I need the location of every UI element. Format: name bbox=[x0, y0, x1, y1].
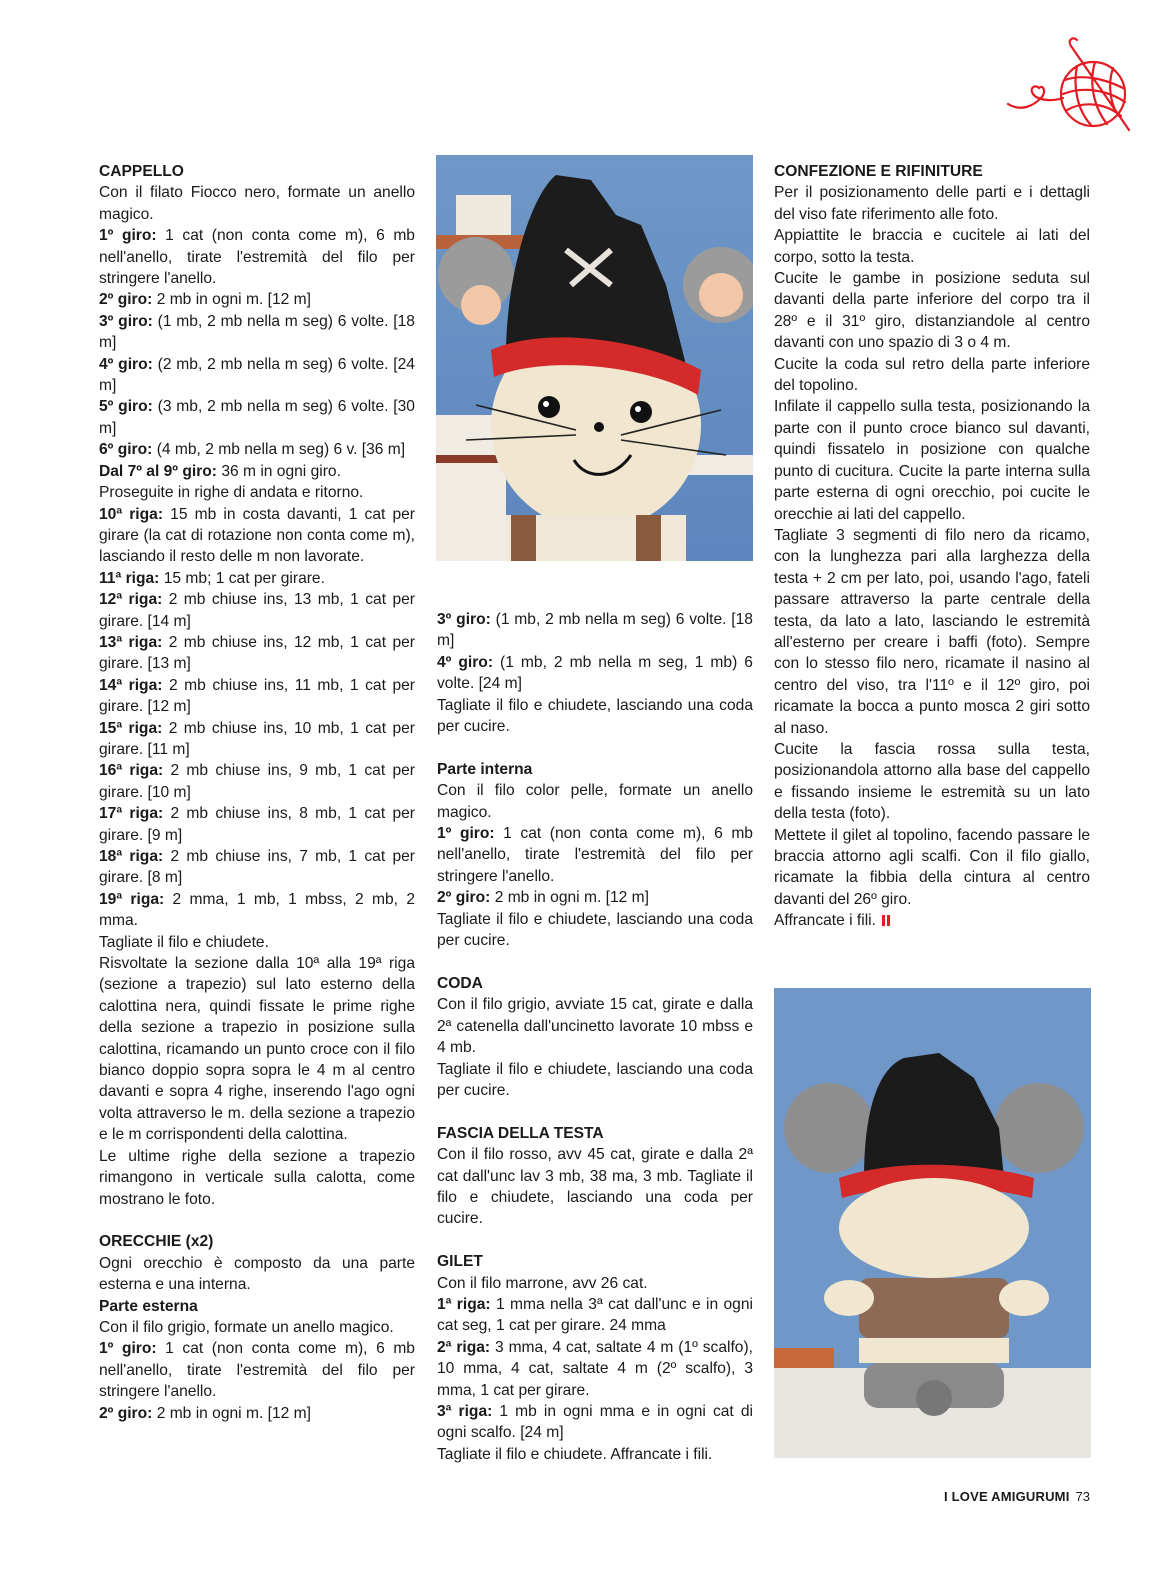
section-heading: ORECCHIE (x2) bbox=[99, 1233, 214, 1251]
round-label: 1º giro: bbox=[99, 1340, 157, 1358]
round-label: 17ª riga: bbox=[99, 805, 164, 823]
instruction-text: Con il filato Fiocco nero, formate un anello magico. bbox=[99, 184, 415, 223]
instruction-text: Risvoltate la sezione dalla 10ª alla 19ª riga (sezione a trapezio) sul lato esterno della calottina nera, quindi fissate le prime righe della sezione a trapezio in posizione sulla calottina, ricamando un punto croce con il filo bianco doppio sopra sopra le 4 m al centro davanti e sopra 4 righe, inserendo l'ago ogni volta attraverso le m. della sezione a trapezio e le m corrispondenti della calottina. bbox=[99, 955, 415, 1144]
paragraph-gap bbox=[437, 1101, 753, 1122]
instruction-paragraph bbox=[99, 182, 415, 225]
instruction-text: 1 cat (non conta come m), 6 mb nell'anello, tirate l'estremità del filo per stringere l'anello. bbox=[99, 227, 415, 288]
instruction-text: 1 cat (non conta come m), 6 mb nell'anello, tirate l'estremità del filo per stringere l'anello. bbox=[99, 1340, 415, 1401]
instruction-text: 2 mb chiuse ins, 13 mb, 1 cat per girare. [14 m] bbox=[99, 591, 415, 630]
round-label: 16ª riga: bbox=[99, 762, 164, 780]
instruction-paragraph bbox=[774, 910, 1090, 931]
instruction-text: Con il filo marrone, avv 26 cat. bbox=[437, 1274, 648, 1292]
instruction-text: Proseguite in righe di andata e ritorno. bbox=[99, 484, 364, 502]
instruction-paragraph bbox=[437, 652, 753, 695]
paragraph-gap bbox=[437, 1230, 753, 1251]
instruction-paragraph bbox=[99, 846, 415, 889]
paragraph-gap bbox=[99, 1210, 415, 1231]
instruction-text: Mettete il gilet al topolino, facendo passare le braccia attorno agli scalfi. Con il filo giallo, ricamate la fibbia della cintura al centro davanti del 26º giro. bbox=[774, 826, 1090, 908]
instruction-paragraph bbox=[437, 695, 753, 738]
instruction-paragraph bbox=[99, 311, 415, 354]
end-of-article-icon bbox=[882, 915, 891, 926]
instruction-text: Le ultime righe della sezione a trapezio rimangono in verticale sulla calotta, come mostrano le foto. bbox=[99, 1147, 415, 1208]
instruction-paragraph bbox=[99, 439, 415, 460]
instruction-paragraph bbox=[774, 825, 1090, 911]
instruction-text: 36 m in ogni giro. bbox=[216, 462, 341, 480]
amigurumi-mouse-back-photo bbox=[774, 988, 1091, 1458]
round-label: 4º giro: bbox=[99, 355, 153, 373]
round-label: 15ª riga: bbox=[99, 719, 163, 737]
round-label: 6º giro: bbox=[99, 441, 153, 459]
instruction-paragraph bbox=[437, 909, 753, 952]
instruction-text: Cucite la coda sul retro della parte inferiore del topolino. bbox=[774, 355, 1090, 395]
section-heading: GILET bbox=[437, 1253, 483, 1271]
instruction-paragraph bbox=[99, 225, 415, 289]
amigurumi-mouse-front-photo bbox=[436, 155, 753, 561]
instruction-text: 1 mma nella 3ª cat dall'unc e in ogni cat seg, 1 cat per girare. 24 mma bbox=[437, 1295, 753, 1335]
instruction-text: Con il filo rosso, avv 45 cat, girate e dalla 2ª cat dall'unc lav 3 mb, 38 ma, 3 mb. Tagliate il filo e chiudete, lasciando una coda per cucire. bbox=[437, 1146, 753, 1228]
instruction-text: Tagliate 3 segmenti di filo nero da ricamo, con la lunghezza pari alla larghezza della testa + 2 cm per lato, poi, usando l'ago, fateli passare attraverso la parte centrale della testa, da lato a lato, lasciando le estremità all'esterno per creare i baffi (foto). Sempre con lo stesso filo nero, ricamate il nasino al centro del viso, tra l'11º e il 12º giro, poi ricamate la bocca a punto mosca 2 giri sotto al naso. bbox=[774, 526, 1090, 737]
paragraph-gap bbox=[437, 951, 753, 972]
instruction-text: Con il filo grigio, avviate 15 cat, girate e dalla 2ª catenella dall'uncinetto lavorate 10 mbss e 4 mb. bbox=[437, 996, 753, 1057]
instruction-text: Tagliate il filo e chiudete. bbox=[99, 933, 269, 951]
round-label: 3º giro: bbox=[437, 611, 491, 628]
instruction-text: 2 mb chiuse ins, 11 mb, 1 cat per girare. [12 m] bbox=[99, 676, 415, 716]
instruction-text: (1 mb, 2 mb nella m seg) 6 volte. [18 m] bbox=[437, 611, 753, 650]
round-label: 5º giro: bbox=[99, 398, 153, 416]
instruction-text: 2 mma, 1 mb, 1 mbss, 2 mb, 2 mma. bbox=[99, 890, 415, 930]
instruction-text: Ogni orecchio è composto da una parte esterna e una interna. bbox=[99, 1254, 415, 1294]
instruction-paragraph bbox=[99, 932, 415, 953]
instruction-paragraph bbox=[437, 1444, 753, 1465]
instruction-paragraph bbox=[99, 354, 415, 397]
magazine-brand: I LOVE AMIGURUMI bbox=[944, 1489, 1070, 1504]
instruction-paragraph bbox=[99, 289, 415, 310]
instruction-paragraph bbox=[99, 589, 415, 632]
instruction-paragraph bbox=[437, 609, 753, 652]
round-label: 1º giro: bbox=[437, 825, 495, 843]
instruction-paragraph bbox=[437, 1294, 753, 1337]
round-label: 19ª riga: bbox=[99, 890, 165, 908]
instruction-paragraph bbox=[99, 396, 415, 439]
instruction-text: Tagliate il filo e chiudete, lasciando una coda per cucire. bbox=[437, 910, 753, 950]
instruction-paragraph bbox=[774, 396, 1090, 524]
instruction-paragraph bbox=[774, 739, 1090, 825]
paragraph-gap bbox=[437, 737, 753, 758]
instruction-text: 1 mb in ogni mma e in ogni cat di ogni scalfo. [24 m] bbox=[437, 1402, 753, 1442]
instruction-paragraph bbox=[99, 461, 415, 482]
instruction-text: Cucite la fascia rossa sulla testa, posizionandola attorno alla base del cappello e fissando insieme le estremità su un lato della testa (foto). bbox=[774, 740, 1090, 823]
instruction-text: 2 mb chiuse ins, 9 mb, 1 cat per girare. [10 m] bbox=[99, 762, 415, 801]
round-label: 2ª riga: bbox=[437, 1338, 491, 1356]
instruction-text: 15 mb in costa davanti, 1 cat per girare (la cat di rotazione non conta come m), lasciando il resto delle m non lavorate. bbox=[99, 505, 415, 566]
instruction-paragraph bbox=[437, 1059, 753, 1102]
instruction-text: Per il posizionamento delle parti e i dettagli del viso fate riferimento alle foto. bbox=[774, 184, 1090, 223]
round-label: 12ª riga: bbox=[99, 591, 163, 609]
instruction-text: Cucite le gambe in posizione seduta sul davanti della parte inferiore del corpo tra il 28º e il 31º giro, distanziandole al centro davanti con uno spazio di 3 o 4 m. bbox=[774, 270, 1090, 352]
section-heading: Parte esterna bbox=[99, 1297, 198, 1315]
instruction-paragraph bbox=[99, 1253, 415, 1296]
round-label: 18ª riga: bbox=[99, 848, 164, 865]
instruction-paragraph bbox=[99, 504, 415, 568]
page-footer bbox=[944, 1489, 1090, 1504]
instruction-paragraph bbox=[437, 1144, 753, 1230]
instruction-paragraph bbox=[774, 225, 1090, 268]
instruction-paragraph bbox=[99, 1403, 415, 1424]
instruction-text: 2 mb chiuse ins, 8 mb, 1 cat per girare. [9 m] bbox=[99, 805, 415, 844]
round-label: 3º giro: bbox=[99, 312, 153, 330]
instruction-text: Tagliate il filo e chiudete, lasciando una coda per cucire. bbox=[437, 696, 753, 736]
instruction-paragraph bbox=[437, 1273, 753, 1294]
instruction-paragraph bbox=[437, 1401, 753, 1444]
instruction-text: (2 mb, 2 mb nella m seg) 6 volte. [24 m] bbox=[99, 355, 415, 395]
text-column-2 bbox=[437, 609, 753, 1465]
instruction-paragraph bbox=[99, 675, 415, 718]
instruction-paragraph bbox=[99, 482, 415, 503]
round-label: 2º giro: bbox=[99, 1404, 153, 1422]
instruction-paragraph bbox=[99, 803, 415, 846]
instruction-paragraph bbox=[437, 887, 753, 908]
instruction-text: 2 mb chiuse ins, 10 mb, 1 cat per girare. [11 m] bbox=[99, 719, 415, 758]
instruction-paragraph bbox=[774, 525, 1090, 739]
instruction-text: 2 mb in ogni m. [12 m] bbox=[152, 1404, 311, 1422]
round-label: 2º giro: bbox=[437, 889, 491, 907]
round-label: 13ª riga: bbox=[99, 633, 163, 651]
round-label: 4º giro: bbox=[437, 653, 494, 671]
round-label: 14ª riga: bbox=[99, 676, 163, 694]
instruction-text: (3 mb, 2 mb nella m seg) 6 volte. [30 m] bbox=[99, 398, 415, 437]
instruction-text: (1 mb, 2 mb nella m seg) 6 volte. [18 m] bbox=[99, 312, 415, 352]
instruction-text: Con il filo color pelle, formate un anello magico. bbox=[437, 782, 753, 821]
instruction-paragraph bbox=[99, 953, 415, 1146]
section-heading: FASCIA DELLA TESTA bbox=[437, 1124, 604, 1142]
instruction-text: Infilate il cappello sulla testa, posizionando la parte con il punto croce bianco sul davanti, quindi fissatelo in posizione con qualche punto di cucitura. Cucite la parte interna sulla parte esterna di ogni orecchio, poi cucite le orecchie ai lati del cappello. bbox=[774, 398, 1090, 523]
instruction-text: 2 mb chiuse ins, 12 mb, 1 cat per girare. [13 m] bbox=[99, 633, 415, 673]
round-label: 1º giro: bbox=[99, 227, 157, 245]
instruction-paragraph bbox=[99, 632, 415, 675]
instruction-text: 15 mb; 1 cat per girare. bbox=[159, 569, 325, 587]
instruction-text: Con il filo grigio, formate un anello magico. bbox=[99, 1318, 394, 1336]
instruction-paragraph bbox=[99, 889, 415, 932]
instruction-paragraph bbox=[437, 1337, 753, 1401]
instruction-paragraph bbox=[437, 994, 753, 1058]
instruction-text: 2 mb in ogni m. [12 m] bbox=[152, 291, 311, 309]
instruction-paragraph bbox=[437, 823, 753, 887]
instruction-paragraph bbox=[99, 760, 415, 803]
instruction-text: 3 mma, 4 cat, saltate 4 m (1º scalfo), 10 mma, 4 cat, saltate 4 m (2º scalfo), 3 mma, 1 cat per girare. bbox=[437, 1338, 753, 1399]
round-label: 1ª riga: bbox=[437, 1295, 491, 1313]
round-label: 2º giro: bbox=[99, 291, 153, 309]
instruction-paragraph bbox=[774, 268, 1090, 354]
yarn-ball-crochet-hook-heart-icon bbox=[1003, 30, 1133, 140]
section-heading: CONFEZIONE E RIFINITURE bbox=[774, 163, 983, 180]
section-heading: CODA bbox=[437, 974, 483, 992]
round-label: Dal 7º al 9º giro: bbox=[99, 462, 217, 480]
instruction-text: Appiattite le braccia e cucitele ai lati del corpo, sotto la testa. bbox=[774, 227, 1090, 266]
instruction-paragraph bbox=[99, 568, 415, 589]
instruction-text: 2 mb chiuse ins, 7 mb, 1 cat per girare. [8 m] bbox=[99, 848, 415, 887]
instruction-paragraph bbox=[774, 182, 1090, 225]
instruction-paragraph bbox=[437, 780, 753, 823]
instruction-paragraph bbox=[774, 354, 1090, 397]
instruction-text: Tagliate il filo e chiudete, lasciando una coda per cucire. bbox=[437, 1060, 753, 1099]
instruction-text: Tagliate il filo e chiudete. Affrancate i fili. bbox=[437, 1445, 713, 1463]
page-number: 73 bbox=[1075, 1489, 1090, 1504]
instruction-text: (4 mb, 2 mb nella m seg) 6 v. [36 m] bbox=[152, 441, 406, 459]
section-heading: CAPPELLO bbox=[99, 163, 184, 180]
instruction-paragraph bbox=[99, 718, 415, 761]
instruction-text: 1 cat (non conta come m), 6 mb nell'anello, tirate l'estremità del filo per stringere l'anello. bbox=[437, 825, 753, 885]
round-label: 11ª riga: bbox=[99, 569, 160, 587]
instruction-text: (1 mb, 2 mb nella m seg, 1 mb) 6 volte. [24 m] bbox=[437, 653, 753, 693]
section-heading: Parte interna bbox=[437, 760, 533, 778]
instruction-text: Affrancate i fili. bbox=[774, 912, 876, 930]
text-column-3 bbox=[774, 161, 1090, 932]
instruction-paragraph bbox=[99, 1146, 415, 1210]
round-label: 10ª riga: bbox=[99, 505, 164, 523]
instruction-text: 2 mb in ogni m. [12 m] bbox=[490, 889, 649, 907]
instruction-paragraph bbox=[99, 1317, 415, 1338]
text-column-1 bbox=[99, 161, 415, 1424]
instruction-paragraph bbox=[99, 1338, 415, 1402]
round-label: 3ª riga: bbox=[437, 1402, 493, 1420]
